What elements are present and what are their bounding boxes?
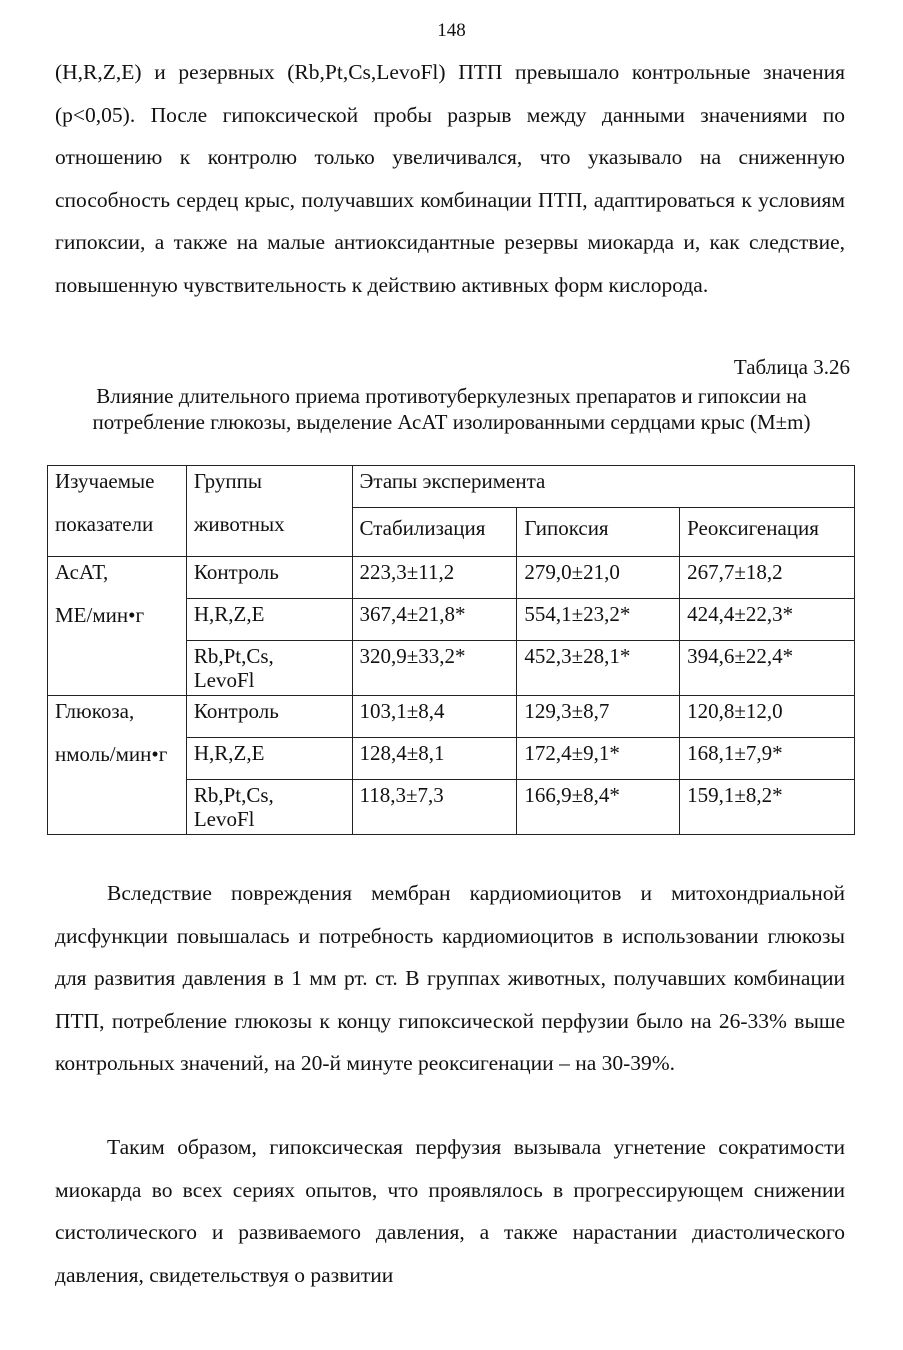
table-title: Влияние длительного приема противотуберкулезных препаратов и гипоксии на потребление глюкозы, выделение АсАТ изолированными сердцами крыс (M±m) <box>92 384 811 434</box>
group-cell: H,R,Z,E <box>186 599 352 641</box>
value-cell: 120,8±12,0 <box>680 696 855 738</box>
value-cell: 168,1±7,9* <box>680 738 855 780</box>
value-cell: 103,1±8,4 <box>352 696 517 738</box>
header-indicators: Изучаемые показатели <box>48 466 187 557</box>
value-cell: 424,4±22,3* <box>680 599 855 641</box>
value-cell: 394,6±22,4* <box>680 641 855 696</box>
group-cell: Rb,Pt,Cs, LevoFl <box>186 641 352 696</box>
table-header-row-1 <box>48 466 855 508</box>
value-cell: 367,4±21,8* <box>352 599 517 641</box>
value-cell: 554,1±23,2* <box>517 599 680 641</box>
paragraph-2: Вследствие повреждения мембран кардиомиоцитов и митохондриальной дисфункции повышалась и потребность кардиомиоцитов в использовании глюкозы для развития давления в 1 мм рт. ст. В группах животных, получавших комбинации ПТП, потребление глюкозы к концу гипоксической перфузии было на 26-33% выше контрольных значений, на 20-й минуте реоксигенации – на 30-39%. <box>55 881 845 1075</box>
value-cell: 452,3±28,1* <box>517 641 680 696</box>
header-hypoxia: Гипоксия <box>517 508 680 557</box>
value-cell: 172,4±9,1* <box>517 738 680 780</box>
value-cell: 166,9±8,4* <box>517 780 680 835</box>
value-cell: 128,4±8,1 <box>352 738 517 780</box>
group-cell: Rb,Pt,Cs, LevoFl <box>186 780 352 835</box>
value-cell: 267,7±18,2 <box>680 557 855 599</box>
value-cell: 159,1±8,2* <box>680 780 855 835</box>
table-row <box>48 557 855 599</box>
header-stages: Этапы эксперимента <box>352 466 854 508</box>
table-number: Таблица 3.26 <box>733 355 850 379</box>
indicator-glucose: Глюкоза, нмоль/мин•г <box>48 696 187 835</box>
value-cell: 279,0±21,0 <box>517 557 680 599</box>
group-cell: Контроль <box>186 557 352 599</box>
header-groups: Группы животных <box>186 466 352 557</box>
value-cell: 320,9±33,2* <box>352 641 517 696</box>
table-row <box>48 696 855 738</box>
header-stabilization: Стабилизация <box>352 508 517 557</box>
header-reoxygenation: Реоксигенация <box>680 508 855 557</box>
paragraph-1: (H,R,Z,E) и резервных (Rb,Pt,Cs,LevoFl) ПТП превышало контрольные значения (р<0,05). После гипоксической пробы разрыв между данными значениями по отношению к контролю только увеличивался, что указывало на сниженную способность сердец крыс, получавших комбинации ПТП, адаптироваться к условиям гипоксии, а также на малые антиоксидантные резервы миокарда и, как следствие, повышенную чувствительность к действию активных форм кислорода. <box>55 60 845 297</box>
group-cell: Контроль <box>186 696 352 738</box>
indicator-asat: АсАТ, МЕ/мин•г <box>48 557 187 696</box>
page-number: 148 <box>437 20 466 41</box>
paragraph-3: Таким образом, гипоксическая перфузия вызывала угнетение сократимости миокарда во всех сериях опытов, что проявлялось в прогрессирующем снижении систолического и развиваемого давления, а также нарастании диастолического давления, свидетельствуя о развитии <box>55 1135 845 1287</box>
value-cell: 129,3±8,7 <box>517 696 680 738</box>
group-cell: H,R,Z,E <box>186 738 352 780</box>
value-cell: 118,3±7,3 <box>352 780 517 835</box>
data-table <box>47 465 855 835</box>
value-cell: 223,3±11,2 <box>352 557 517 599</box>
